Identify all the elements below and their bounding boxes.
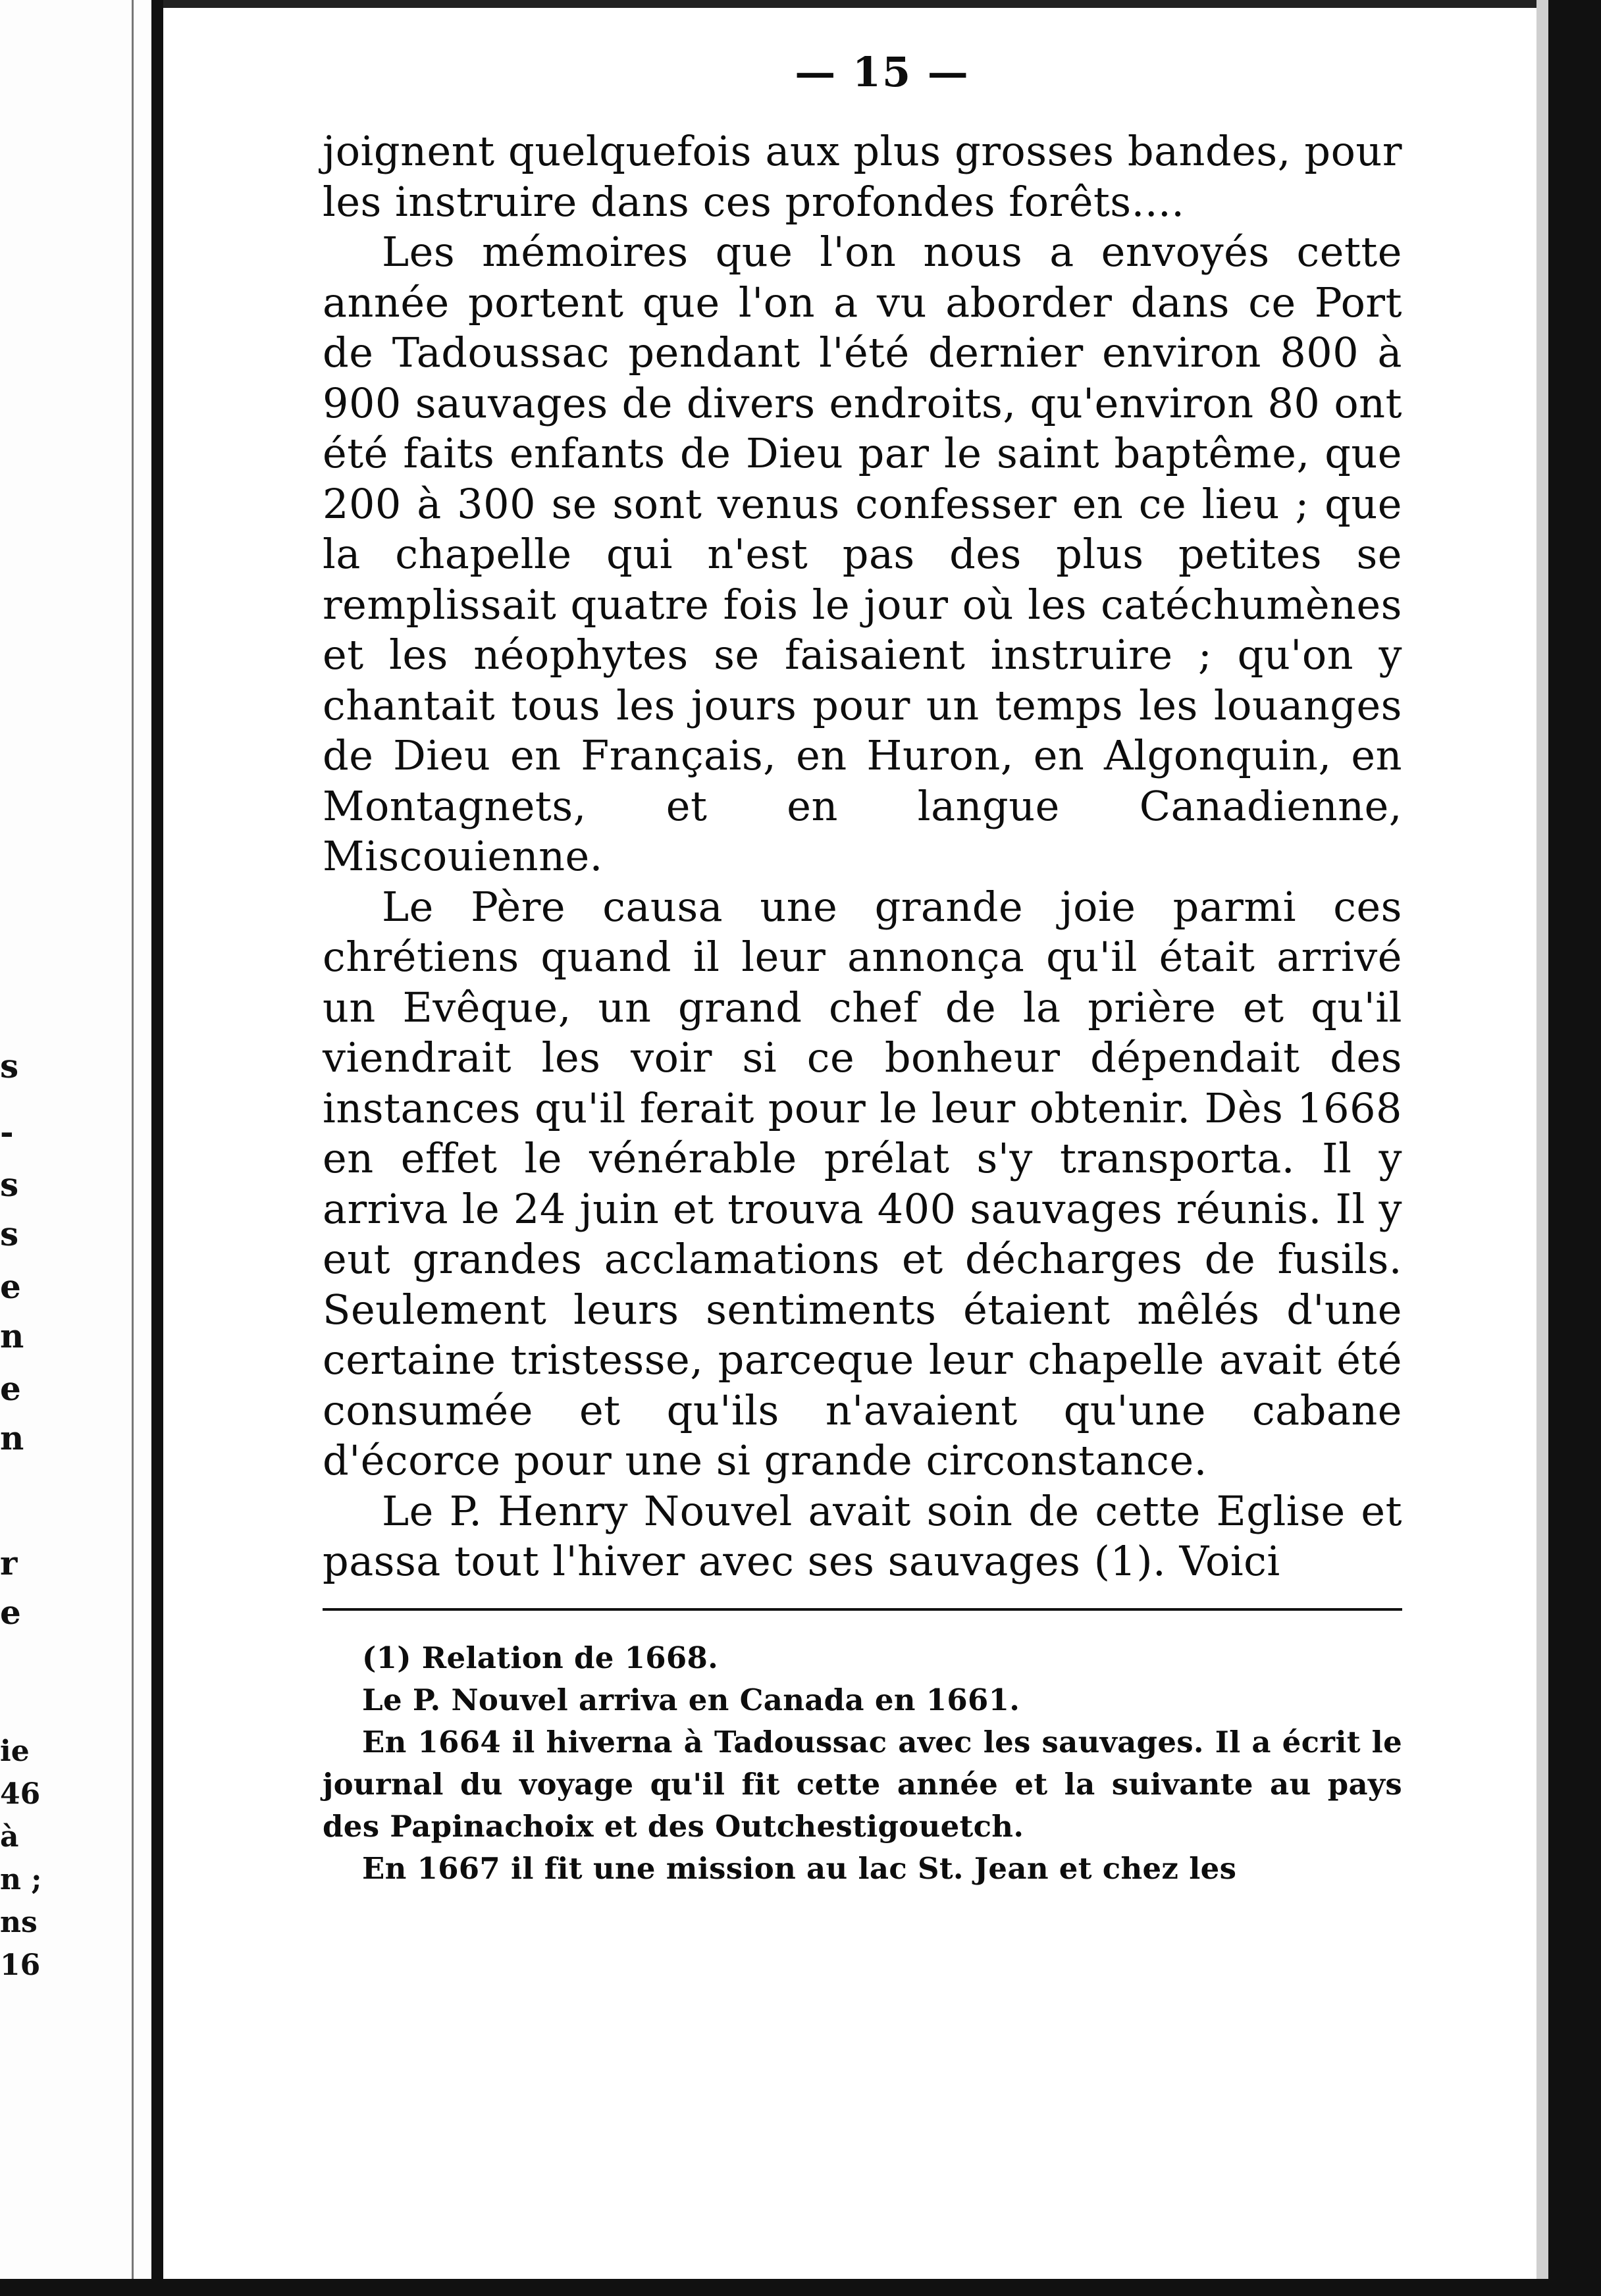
page-number: — 15 —	[795, 48, 970, 96]
footnote: En 1664 il hiverna à Tadoussac avec les sauvages. Il a écrit le journal du voyage qu'il fit cette année et la suivante au pays des Papinachoix et des Outchestigouetch.	[323, 1724, 1402, 1844]
margin-fragment: 46	[0, 1777, 41, 1811]
paragraph: Le Père causa une grande joie parmi ces chrétiens quand il leur annonça qu'il était arrivé un Evêque, un grand chef de la prière et qu'il viendrait les voir si ce bonheur dépendait des instances qu'il ferait pour le leur obtenir. Dès 1668 en effet le vénérable prélat s'y transporta. Il y arriva le 24 juin et trouva 400 sauvages réunis. Il y eut grandes acclamations et décharges de fusils. Seulement leurs sentiments étaient mêlés d'une certaine tristesse, parceque leur chapelle avait été consumée et qu'ils n'avaient qu'une cabane d'écorce pour une si grande circonstance.	[323, 882, 1402, 1484]
previous-page-fragments	[0, 0, 42, 2296]
page-right-shadow	[1536, 0, 1548, 2296]
margin-fragment: e	[0, 1593, 21, 1632]
margin-fragment: ns	[0, 1906, 38, 1939]
margin-fragment: s	[0, 1165, 19, 1204]
margin-fragment: s	[0, 1047, 19, 1085]
margin-fragment: ie	[0, 1735, 30, 1768]
footnote: En 1667 il fit une mission au lac St. Jean et chez les	[362, 1850, 1237, 1886]
paragraph: Les mémoires que l'on nous a envoyés cette année portent que l'on a vu aborder dans ce Port de Tadoussac pendant l'été dernier environ 800 à 900 sauvages de divers endroits, qu'environ 80 ont été faits enfants de Dieu par le saint baptême, que 200 à 300 se sont venus confesser en ce lieu ; que la chapelle qui n'est pas des plus petites se remplissait quatre fois le jour où les catéchumènes et les néophytes se faisaient instruire ; qu'on y chantait tous les jours pour un temps les louanges de Dieu en Français, en Huron, en Algonquin, en Montagnets, et en langue Canadienne, Miscouienne.	[323, 228, 1402, 880]
scan-right-edge	[1548, 0, 1601, 2296]
page-spine-border	[151, 0, 163, 2296]
page-gutter-line	[132, 0, 134, 2296]
page-content	[323, 46, 1402, 1890]
scan-bottom-edge	[0, 2279, 1601, 2296]
margin-fragment: e	[0, 1267, 21, 1306]
margin-fragment: n	[0, 1419, 24, 1457]
footnote: (1) Relation de 1668.	[362, 1640, 719, 1675]
footnote: Le P. Nouvel arriva en Canada en 1661.	[362, 1682, 1020, 1717]
paragraph: joignent quelquefois aux plus grosses bandes, pour les instruire dans ces profondes forêts....	[323, 127, 1402, 226]
scan-top-edge	[0, 0, 1601, 8]
footnotes	[323, 1637, 1402, 1890]
margin-fragment: -	[0, 1112, 14, 1151]
body-text	[323, 126, 1402, 1587]
paragraph: Le P. Henry Nouvel avait soin de cette Eglise et passa tout l'hiver avec ses sauvages (1). Voici	[323, 1486, 1402, 1585]
margin-fragment: 16	[0, 1948, 41, 1982]
margin-fragment: s	[0, 1214, 19, 1253]
footnote-separator	[323, 1608, 1402, 1611]
margin-fragment: e	[0, 1369, 21, 1408]
margin-fragment: r	[0, 1544, 18, 1582]
margin-fragment: à	[0, 1820, 19, 1854]
margin-fragment: n ;	[0, 1863, 42, 1896]
margin-fragment: n	[0, 1317, 24, 1355]
